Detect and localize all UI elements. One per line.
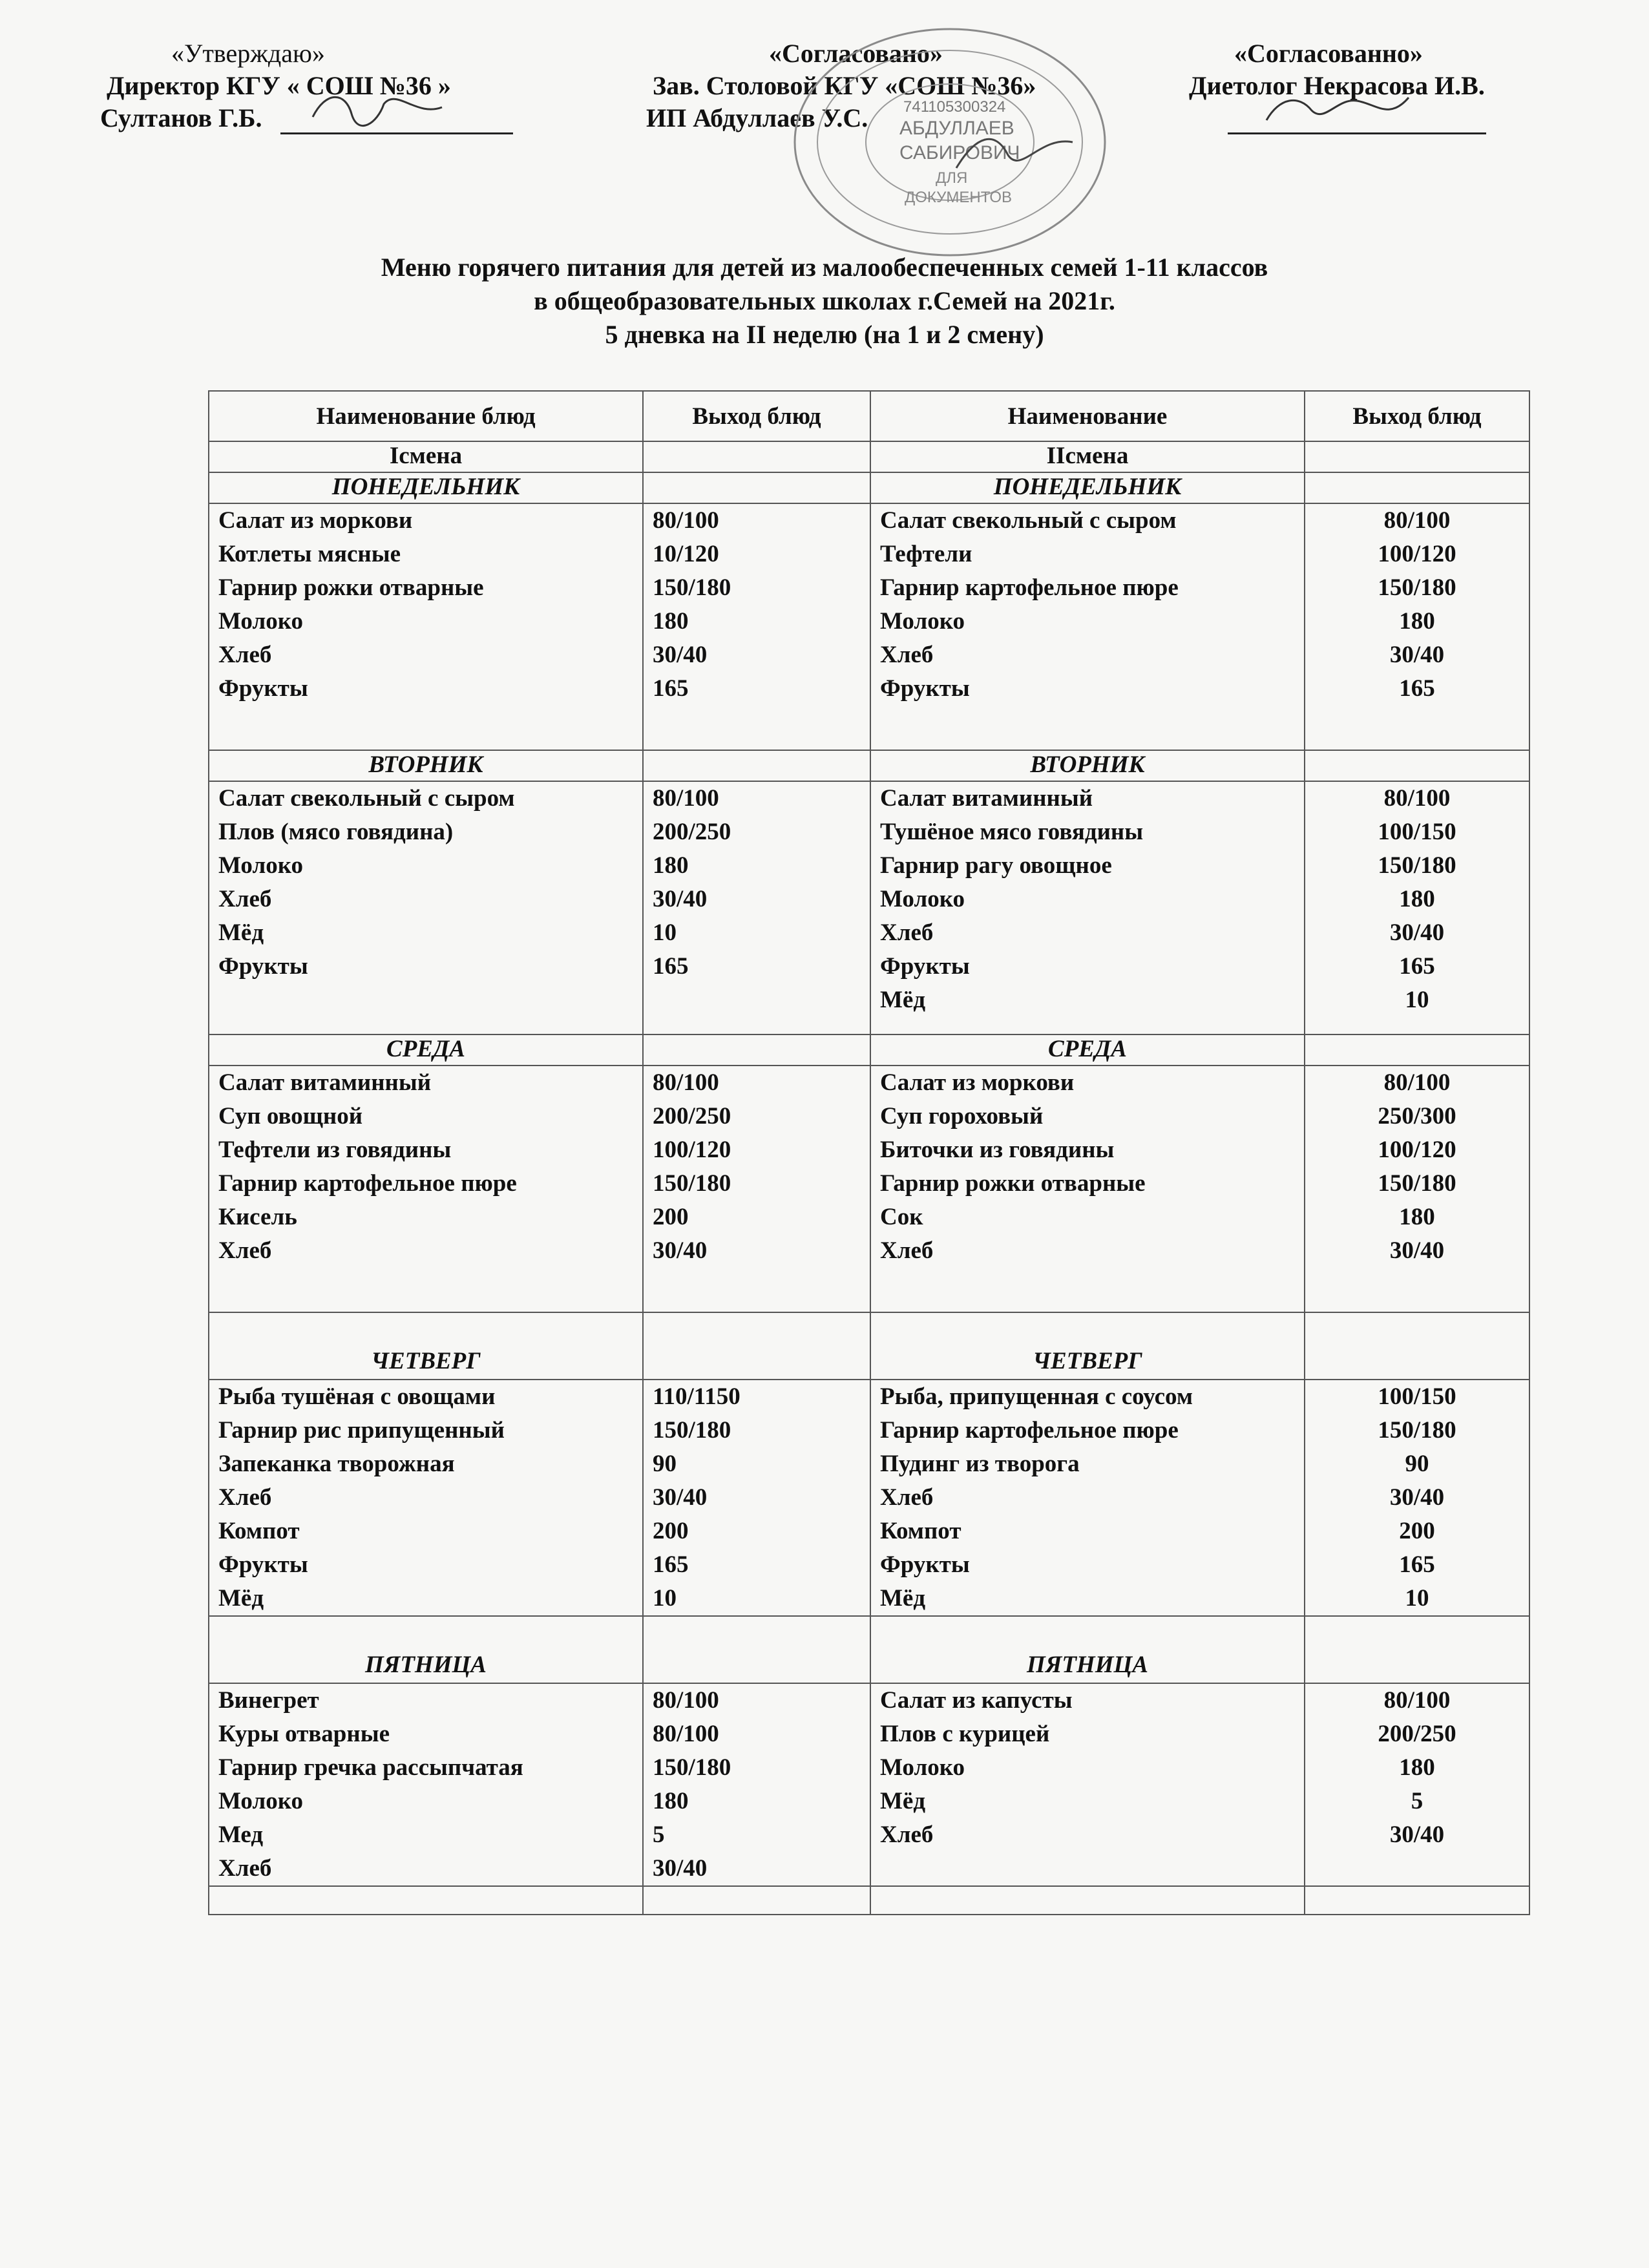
dish-portion: 30/40 [1389,1237,1445,1264]
empty-cell [870,1886,1305,1915]
dish-portion: 150/180 [653,574,731,601]
dish-name: Хлеб [218,1237,272,1264]
shift-1-empty [643,441,870,472]
dish-portion: 30/40 [653,886,708,912]
day-empty [643,472,870,503]
dishes-shift-1 [209,1683,643,1886]
dish-portion: 150/180 [653,1417,731,1444]
approval-position: Директор КГУ « СОШ №36 » [107,71,451,100]
dish-name: Салат из капусты [880,1687,1073,1714]
round-stamp [788,26,1111,271]
dish-name: Компот [880,1518,961,1544]
dish-name: Фрукты [880,675,970,702]
dish-name: Хлеб [880,1484,934,1511]
dish-portion: 180 [653,852,689,879]
title-line-2: в общеобразовательных школах г.Семей на 2021г. [534,286,1115,315]
day-row [209,1034,1529,1066]
dish-name: Куры отварные [218,1721,390,1747]
day-name-shift-1: ЧЕТВЕРГ [209,1312,643,1380]
dish-name: Фрукты [880,1551,970,1578]
dish-portion: 100/150 [1378,1383,1456,1410]
header-dish-name-2: Наименование [870,391,1305,441]
dish-portion: 200/250 [653,819,731,845]
dish-portion: 150/180 [1378,852,1456,879]
day-name-shift-2: ЧЕТВЕРГ [870,1312,1305,1380]
day-name-shift-1: ПОНЕДЕЛЬНИК [209,472,643,503]
dish-name: Фрукты [880,953,970,980]
dish-name: Пудинг из творога [880,1451,1080,1477]
dish-portion: 165 [1399,1551,1435,1578]
day-empty [643,1034,870,1066]
approval-position: Зав. Столовой КГУ «СОШ №36» [653,71,1036,100]
dish-portion: 165 [653,1551,689,1578]
header-portion-1: Выход блюд [643,391,870,441]
dish-name: Рыба тушёная с овощами [218,1383,496,1410]
dish-portion: 165 [1399,953,1435,980]
dish-portion: 250/300 [1378,1103,1456,1129]
dish-name: Хлеб [880,1237,934,1264]
dish-portion: 180 [1399,1204,1435,1230]
dish-name: Гарнир рагу овощное [880,852,1112,879]
dish-portion: 150/180 [1378,1170,1456,1197]
dish-portion: 180 [1399,608,1435,635]
dish-portion: 30/40 [1389,1822,1445,1848]
dish-portion: 80/100 [653,1721,719,1747]
dish-name: Хлеб [218,1484,272,1511]
day-empty [1305,472,1529,503]
dish-name: Компот [218,1518,300,1544]
dish-portion: 150/180 [653,1754,731,1781]
approval-person: ИП Абдуллаев У.С. [646,103,868,132]
dishes-shift-1 [209,781,643,1034]
day-empty [643,1312,870,1380]
portions-shift-2 [1305,503,1529,750]
empty-row [209,1886,1529,1915]
dish-portion: 180 [1399,1754,1435,1781]
dish-name: Тушёное мясо говядины [880,819,1144,845]
dish-portion: 10 [1405,1585,1429,1612]
dish-portion: 90 [1405,1451,1429,1477]
day-name-shift-2: ПЯТНИЦА [870,1616,1305,1683]
portions-shift-1 [643,781,870,1034]
signature-icon [306,85,448,130]
stamp-line1: АБДУЛЛАЕВ [899,118,1014,139]
signature-line [280,110,513,134]
dish-name: Салат из моркови [218,507,413,534]
dish-portion: 30/40 [1389,1484,1445,1511]
day-name-shift-1: ПЯТНИЦА [209,1616,643,1683]
day-items-row [209,503,1529,750]
day-name-shift-1: ВТОРНИК [209,750,643,781]
dish-portion: 30/40 [1389,919,1445,946]
dish-name: Хлеб [218,1855,272,1882]
table-header-row [209,391,1529,441]
day-name-shift-1: СРЕДА [209,1034,643,1066]
dish-portion: 200 [653,1204,689,1230]
dish-name: Молоко [218,852,304,879]
dish-name: Суп овощной [218,1103,363,1129]
dish-name: Тефтели [880,541,972,567]
title-line-1: Меню горячего питания для детей из малообеспеченных семей 1-11 классов [381,253,1268,282]
dish-name: Хлеб [880,642,934,668]
dish-portion: 165 [653,953,689,980]
dish-name: Хлеб [880,919,934,946]
dish-name: Молоко [880,886,965,912]
dish-name: Мёд [218,1585,264,1612]
dish-portion: 80/100 [653,1069,719,1096]
dishes-shift-1 [209,1066,643,1312]
portions-shift-1 [643,1066,870,1312]
menu-body [209,441,1529,1915]
dish-name: Молоко [880,608,965,635]
shift-2-empty [1305,441,1529,472]
stamp-line2: САБИРОВИЧ [899,142,1020,163]
portions-shift-1 [643,503,870,750]
dishes-shift-1 [209,1380,643,1616]
dish-portion: 80/100 [653,507,719,534]
stamp-number: 741105300324 [903,98,1006,116]
portions-shift-1 [643,1683,870,1886]
day-empty [643,1616,870,1683]
signature-line [1228,110,1486,134]
dish-name: Молоко [880,1754,965,1781]
approval-quote: «Утверждаю» [171,39,325,68]
day-empty [1305,750,1529,781]
portions-shift-2 [1305,781,1529,1034]
dish-portion: 10 [1405,987,1429,1013]
dish-name: Тефтели из говядины [218,1137,452,1163]
dish-portion: 80/100 [1383,1687,1451,1714]
dish-portion: 180 [653,1788,689,1814]
dish-portion: 80/100 [653,1687,719,1714]
empty-cell [209,1886,643,1915]
dish-portion: 100/120 [1378,1137,1456,1163]
dish-portion: 165 [653,675,689,702]
dishes-shift-2 [870,503,1305,750]
stamp-line4: ДОКУМЕНТОВ [905,189,1013,206]
dish-name: Плов (мясо говядина) [218,819,454,845]
dish-portion: 200/250 [1378,1721,1456,1747]
day-name-shift-2: СРЕДА [870,1034,1305,1066]
shift-1-label: Iсмена [209,441,643,472]
dish-name: Мёд [880,987,926,1013]
shift-row [209,441,1529,472]
portions-shift-1 [643,1380,870,1616]
stamp-line3: ДЛЯ [936,169,968,187]
dish-name: Гарнир рис припущенный [218,1417,505,1444]
portions-shift-2 [1305,1683,1529,1886]
dish-portion: 180 [1399,886,1435,912]
day-items-row [209,781,1529,1034]
day-empty [1305,1034,1529,1066]
dish-portion: 80/100 [1383,785,1451,812]
dish-portion: 165 [1399,675,1435,702]
empty-cell [1305,1886,1529,1915]
day-items-row [209,1683,1529,1886]
dishes-shift-2 [870,781,1305,1034]
dish-name: Гарнир рожки отварные [218,574,484,601]
day-row [209,1312,1529,1380]
dish-portion: 30/40 [653,1237,708,1264]
dish-portion: 30/40 [653,1484,708,1511]
dish-portion: 150/180 [1378,574,1456,601]
dish-name: Салат витаминный [218,1069,432,1096]
dish-name: Мёд [880,1585,926,1612]
dish-name: Хлеб [880,1822,934,1848]
dish-portion: 180 [653,608,689,635]
dish-portion: 200 [1399,1518,1435,1544]
dish-portion: 110/1150 [653,1383,740,1410]
dish-name: Рыба, припущенная с соусом [880,1383,1193,1410]
approval-quote: «Согласованно» [1234,39,1423,68]
dish-name: Гарнир картофельное пюре [880,1417,1179,1444]
dish-name: Гарнир рожки отварные [880,1170,1146,1197]
dish-name: Салат свекольный с сыром [880,507,1177,534]
dish-name: Гарнир картофельное пюре [880,574,1179,601]
dish-name: Молоко [218,1788,304,1814]
dish-name: Суп гороховый [880,1103,1044,1129]
portions-shift-2 [1305,1380,1529,1616]
approval-person [1189,102,1486,134]
approval-director [100,37,513,134]
dish-name: Винегрет [218,1687,319,1714]
title-line-3: 5 дневка на II неделю (на 1 и 2 смену) [605,320,1044,349]
dish-name: Салат из моркови [880,1069,1075,1096]
dish-portion: 10/120 [653,541,719,567]
dish-name: Мёд [880,1788,926,1814]
empty-cell [643,1886,870,1915]
dish-portion: 30/40 [653,642,708,668]
approval-position: Диетолог Некрасова И.В. [1189,71,1485,100]
dish-name: Гарнир картофельное пюре [218,1170,517,1197]
dish-portion: 10 [653,919,677,946]
dishes-shift-2 [870,1683,1305,1886]
dish-name: Кисель [218,1204,297,1230]
dish-portion: 30/40 [653,1855,708,1882]
dish-portion: 200/250 [653,1103,731,1129]
day-empty [1305,1312,1529,1380]
dish-portion: 90 [653,1451,677,1477]
dish-portion: 5 [1411,1788,1423,1814]
dish-portion: 80/100 [653,785,719,812]
approval-person: Султанов Г.Б. [100,102,513,134]
menu-table [208,390,1530,1915]
dish-name: Мед [218,1822,264,1848]
dish-name: Хлеб [218,886,272,912]
dishes-shift-2 [870,1066,1305,1312]
dish-portion: 80/100 [1383,507,1451,534]
dish-name: Салат витаминный [880,785,1093,812]
day-name-shift-2: ВТОРНИК [870,750,1305,781]
dish-name: Биточки из говядины [880,1137,1115,1163]
signature-icon [1254,85,1422,130]
dish-portion: 80/100 [1383,1069,1451,1096]
dish-name: Котлеты мясные [218,541,401,567]
dish-portion: 100/120 [1378,541,1456,567]
dish-portion: 30/40 [1389,642,1445,668]
dishes-shift-1 [209,503,643,750]
day-row [209,472,1529,503]
approval-quote: «Согласовано» [769,39,943,68]
dish-name: Фрукты [218,1551,308,1578]
dish-name: Фрукты [218,675,308,702]
dish-name: Фрукты [218,953,308,980]
day-empty [1305,1616,1529,1683]
approval-dietitian [1189,37,1486,134]
shift-2-label: IIсмена [870,441,1305,472]
dish-portion: 150/180 [1378,1417,1456,1444]
day-items-row [209,1380,1529,1616]
day-name-shift-2: ПОНЕДЕЛЬНИК [870,472,1305,503]
dish-portion: 150/180 [653,1170,731,1197]
header-dish-name-1: Наименование блюд [209,391,643,441]
dish-name: Молоко [218,608,304,635]
day-empty [643,750,870,781]
day-row [209,1616,1529,1683]
dish-name: Гарнир гречка рассыпчатая [218,1754,523,1781]
dish-portion: 200 [653,1518,689,1544]
dish-name: Плов с курицей [880,1721,1050,1747]
dish-name: Хлеб [218,642,272,668]
dish-portion: 100/120 [653,1137,731,1163]
header-portion-2: Выход блюд [1305,391,1529,441]
dishes-shift-2 [870,1380,1305,1616]
dish-portion: 100/150 [1378,819,1456,845]
dish-name: Салат свекольный с сыром [218,785,515,812]
dish-name: Мёд [218,919,264,946]
document-title [0,251,1649,352]
dish-portion: 10 [653,1585,677,1612]
day-row [209,750,1529,781]
dish-portion: 5 [653,1822,665,1848]
day-items-row [209,1066,1529,1312]
dish-name: Запеканка творожная [218,1451,455,1477]
dish-name: Сок [880,1204,923,1230]
portions-shift-2 [1305,1066,1529,1312]
stamp-signature-icon [950,123,1079,187]
